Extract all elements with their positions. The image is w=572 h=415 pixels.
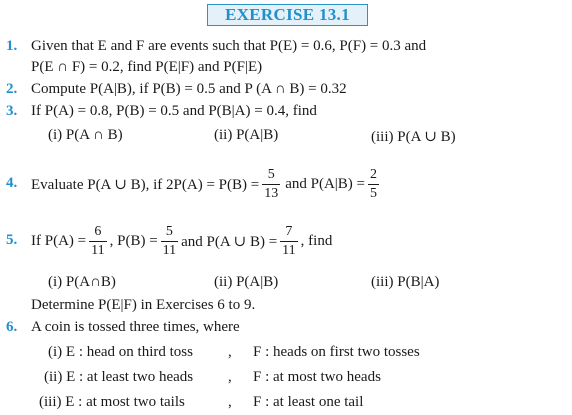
question-5-part-iii: (iii) P(B|A) [371, 274, 440, 290]
question-3-part-iii: (iii) P(A ∪ B) [371, 129, 456, 145]
fraction-7-11 [280, 225, 297, 258]
fraction-bar [280, 241, 297, 242]
question-4-line [31, 160, 382, 208]
question-3-part-ii: (ii) P(A|B) [214, 127, 279, 143]
question-6-case-iii-e: (iii) E : at most two tails [39, 394, 185, 410]
question-number-3: 3. [6, 103, 18, 119]
fraction-denominator: 11 [282, 242, 296, 258]
question-1-line-2: P(E ∩ F) = 0.2, find P(E|F) and P(F|E) [31, 59, 263, 75]
fraction-denominator: 13 [264, 185, 279, 201]
question-5-part-b: , P(B) = [109, 232, 158, 249]
question-2-text: Compute P(A|B), if P(B) = 0.5 and P (A ∩ B) = 0.32 [31, 81, 347, 97]
question-6-case-ii-f: F : at most two heads [253, 369, 381, 385]
question-5-part-a: If P(A) = [31, 232, 87, 249]
fraction-5-11 [161, 225, 178, 258]
question-4-mid: and P(A|B) = [285, 175, 366, 192]
fraction-denominator: 11 [91, 242, 105, 258]
question-4-pre: Evaluate P(A ∪ B), if 2P(A) = P(B) = [31, 176, 260, 193]
fraction-numerator: 7 [285, 223, 293, 239]
fraction-bar [262, 184, 280, 185]
question-number-1: 1. [6, 38, 18, 54]
question-3-text: If P(A) = 0.8, P(B) = 0.5 and P(B|A) = 0.4, find [31, 103, 317, 119]
question-6-case-ii-sep: , [228, 369, 232, 385]
fraction-bar [368, 184, 379, 185]
fraction-bar [89, 241, 106, 242]
question-6-case-iii-f: F : at least one tail [253, 394, 364, 410]
fraction-2-5 [368, 168, 379, 201]
fraction-bar [161, 241, 178, 242]
question-1-line-1: Given that E and F are events such that P(E) = 0.6, P(F) = 0.3 and [31, 38, 427, 54]
instruction-text: Determine P(E|F) in Exercises 6 to 9. [31, 297, 256, 313]
question-number-2: 2. [6, 81, 18, 97]
question-6-text: A coin is tossed three times, where [31, 319, 240, 335]
fraction-numerator: 2 [370, 166, 378, 182]
question-number-4: 4. [6, 175, 18, 191]
fraction-5-13 [262, 168, 280, 201]
question-5-part-d: , find [300, 232, 333, 249]
fraction-denominator: 11 [162, 242, 177, 258]
question-6-case-i-sep: , [228, 344, 232, 360]
fraction-numerator: 6 [94, 223, 102, 239]
fraction-numerator: 5 [267, 166, 275, 182]
exercise-title-box [207, 4, 368, 26]
question-5-part-i: (i) P(A∩B) [48, 274, 116, 290]
exercise-title: EXERCISE 13.1 [225, 5, 350, 24]
question-5-part-c: and P(A ∪ B) = [181, 233, 278, 250]
question-6-case-ii-e: (ii) E : at least two heads [44, 369, 194, 385]
question-6-case-i-f: F : heads on first two tosses [253, 344, 420, 360]
question-5-line [31, 217, 332, 265]
fraction-6-11 [89, 225, 106, 258]
fraction-denominator: 5 [370, 185, 378, 201]
question-6-case-iii-sep: , [228, 394, 232, 410]
question-number-5: 5. [6, 232, 18, 248]
question-number-6: 6. [6, 319, 18, 335]
fraction-numerator: 5 [165, 223, 173, 239]
question-6-case-i-e: (i) E : head on third toss [48, 344, 193, 360]
question-5-part-ii: (ii) P(A|B) [214, 274, 279, 290]
question-3-part-i: (i) P(A ∩ B) [48, 127, 123, 143]
